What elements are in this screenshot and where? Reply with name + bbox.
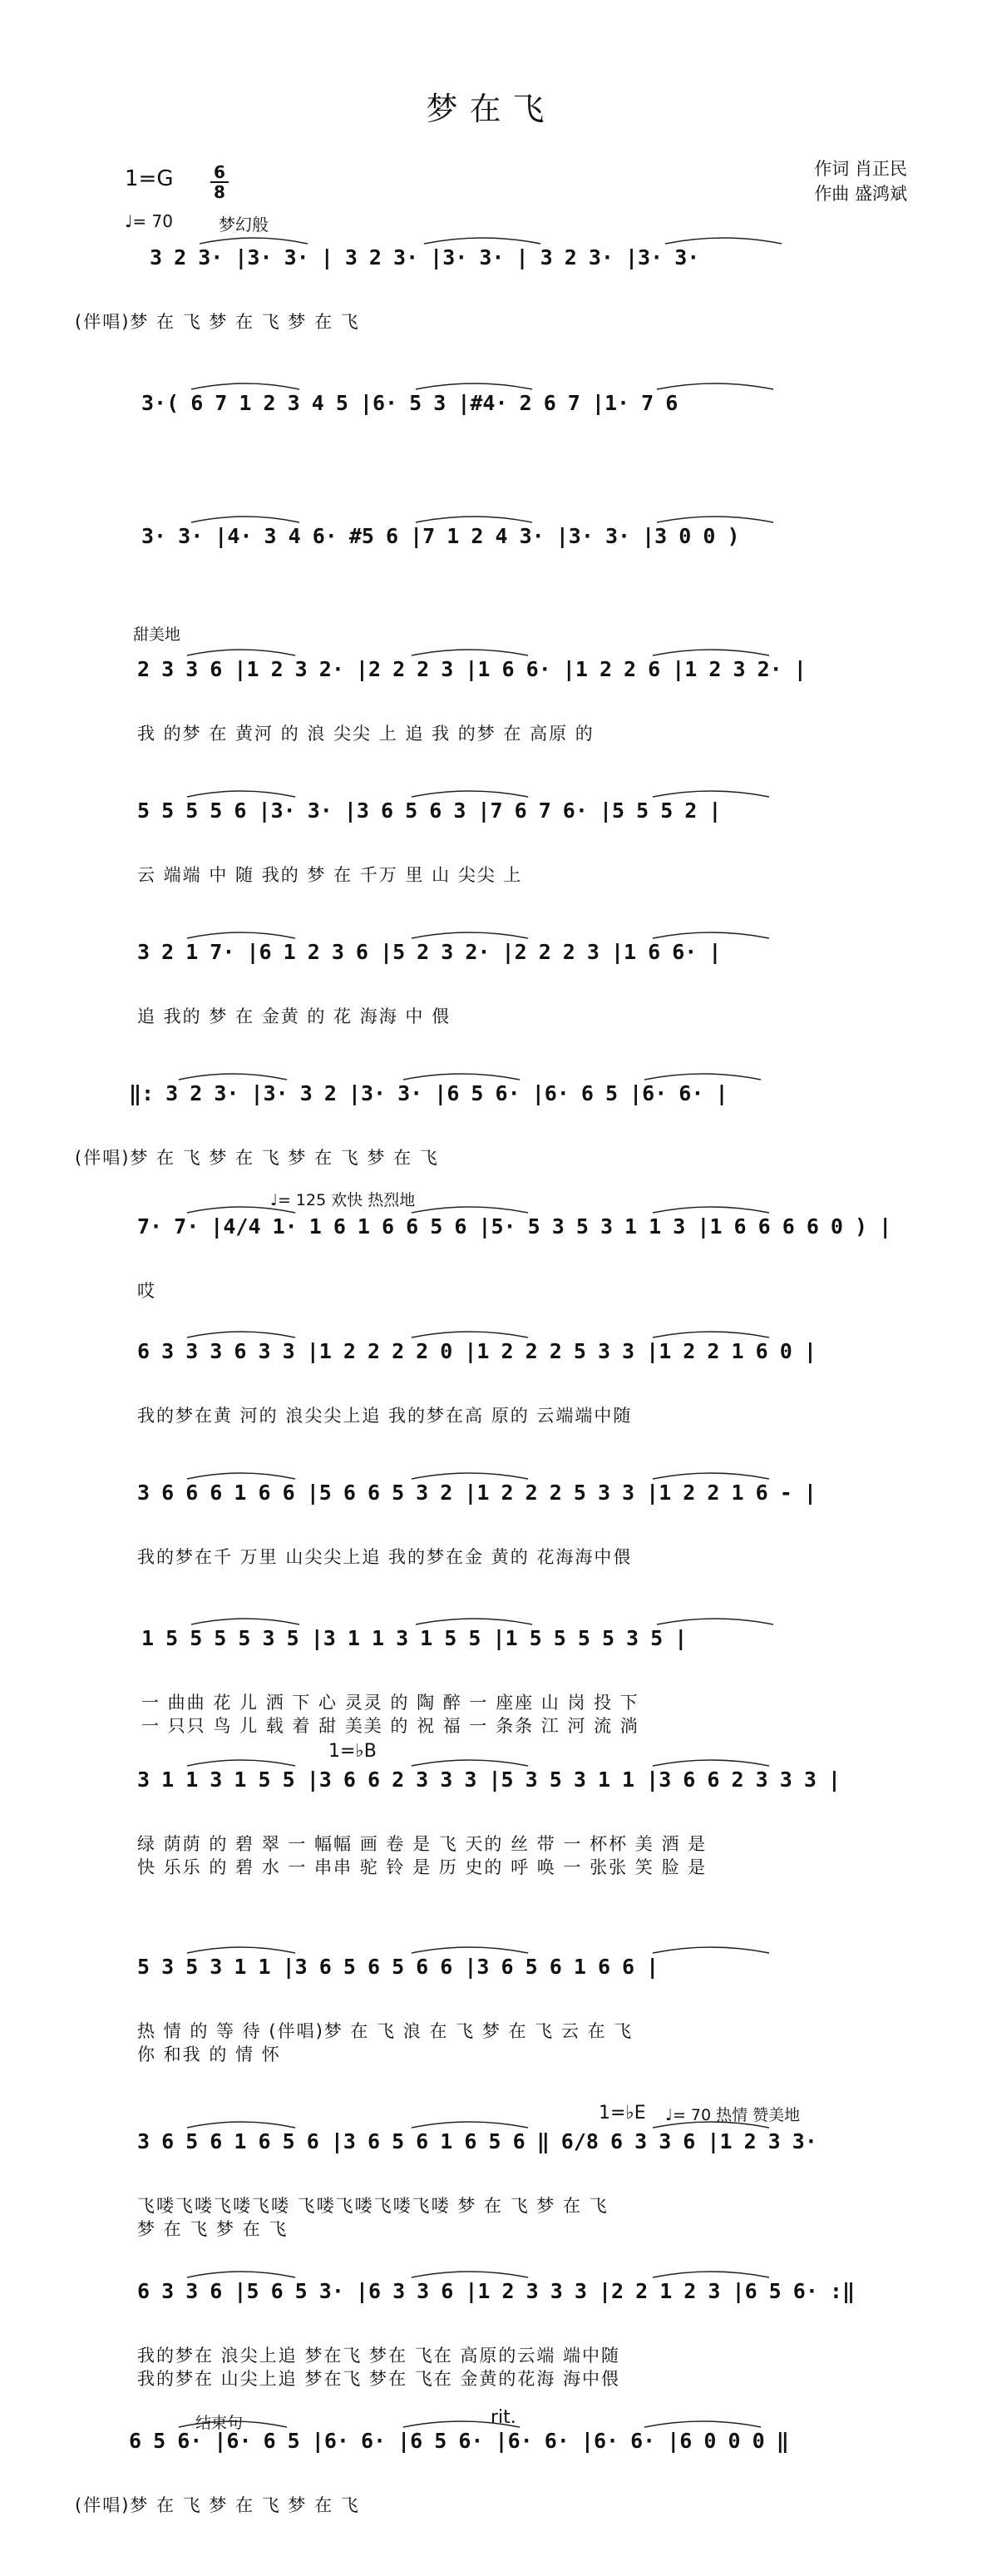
- tempo-change: ♩= 125 欢快 热烈地: [270, 1191, 416, 1209]
- song-title: 梦在飞: [426, 91, 556, 127]
- notation-line: 5 5 5 5 6 |3· 3· |3 6 5 6 3 |7 6 7 6· |5 5 5 2 |: [137, 799, 722, 823]
- slur-arc: [412, 1332, 528, 1337]
- slur-arc: [412, 1207, 528, 1213]
- notation-line: 6 3 3 6 |5 6 5 3· |6 3 3 6 |1 2 3 3 3 |2 2 1 2 3 |6 5 6· :‖: [137, 2279, 856, 2303]
- slur-arc: [653, 1473, 769, 1479]
- notation-line: ‖: 3 2 3· |3· 3 2 |3· 3· |6 5 6· |6· 6 5 |6· 6· |: [129, 1081, 728, 1105]
- tempo-change: ♩= 70 热情 赞美地: [665, 2106, 801, 2124]
- slur-arc: [187, 1332, 295, 1337]
- lyrics-line: 你 和我 的 情 怀: [137, 2044, 281, 2064]
- lyrics-line: (伴唱)梦 在 飞 梦 在 飞 梦 在 飞 梦 在 飞: [75, 1148, 439, 1168]
- key-signature: 1=G: [125, 166, 174, 191]
- lyrics-line: 追 我的 梦 在 金黄 的 花 海海 中 偎: [137, 1006, 452, 1026]
- slur-arc: [412, 1947, 528, 1953]
- slur-arc: [200, 238, 308, 244]
- notation-line: 3 2 1 7· |6 1 2 3 6 |5 2 3 2· |2 2 2 3 |1 6 6· |: [137, 940, 722, 964]
- notation-line: 3· 3· |4· 3 4 6· #5 6 |7 1 2 4 3· |3· 3· |3 0 0 ): [141, 524, 740, 548]
- tempo-marking: ♩= 70: [125, 211, 173, 231]
- slur-arc: [653, 650, 769, 655]
- slur-arc: [403, 1074, 520, 1080]
- slur-arc: [653, 1760, 769, 1766]
- slur-arc: [191, 383, 299, 389]
- slur-arc: [653, 1947, 769, 1953]
- lyrics-line: 我 的梦 在 黄河 的 浪 尖尖 上 追 我 的梦 在 高原 的: [137, 724, 595, 744]
- notation-line: 2 3 3 6 |1 2 3 2· |2 2 2 3 |1 6 6· |1 2 2 6 |1 2 3 2· |: [137, 657, 807, 681]
- slur-arc: [644, 2421, 761, 2427]
- slur-arc: [424, 238, 540, 244]
- lyrics-line: 梦 在 飞 梦 在 飞: [137, 2219, 289, 2239]
- slur-arc: [187, 1473, 295, 1479]
- notation-line: 6 5 6· |6· 6 5 |6· 6· |6 5 6· |6· 6· |6· 6· |6 0 0 0 ‖: [129, 2429, 789, 2453]
- time-signature: [210, 163, 229, 201]
- slur-arc: [187, 2272, 295, 2277]
- slur-arc: [653, 791, 769, 797]
- expression-label: 结束句: [195, 2414, 244, 2432]
- lyrics-line: 哎: [137, 1281, 156, 1301]
- notation-line: 7· 7· |4/4 1· 1 6 1 6 6 5 6 |5· 5 3 5 3 1 1 3 |1 6 6 6 6 0 ) |: [137, 1214, 892, 1239]
- credits: [814, 156, 907, 206]
- time-signature-bottom: 8: [214, 182, 225, 202]
- lyrics-line: 我的梦在黄 河的 浪尖尖上追 我的梦在高 原的 云端端中随: [137, 1406, 633, 1426]
- ritardando-mark: rit.: [491, 2407, 516, 2428]
- notation-line: 3 1 1 3 1 5 5 |3 6 6 2 3 3 3 |5 3 5 3 1 1 |3 6 6 2 3 3 3 |: [137, 1768, 841, 1792]
- notation-line: 6 3 3 3 6 3 3 |1 2 2 2 2 0 |1 2 2 2 5 3 3 |1 2 2 1 6 0 |: [137, 1339, 817, 1363]
- notation-line: 3 6 5 6 1 6 5 6 |3 6 5 6 1 6 5 6 ‖ 6/8 6 3 3 6 |1 2 3 3·: [137, 2129, 817, 2153]
- slur-arc: [187, 791, 295, 797]
- slur-arc: [416, 517, 532, 522]
- slur-arc: [412, 2272, 528, 2277]
- slur-arc: [187, 1760, 295, 1766]
- lyrics-line: 我的梦在千 万里 山尖尖上追 我的梦在金 黄的 花海海中偎: [137, 1547, 633, 1567]
- slur-arc: [412, 1760, 528, 1766]
- slur-arc: [187, 2122, 295, 2128]
- slur-arc: [187, 1947, 295, 1953]
- lyrics-line: 我的梦在 山尖上追 梦在飞 梦在 飞在 金黄的花海 海中偎: [137, 2369, 621, 2389]
- lyrics-line: 绿 荫荫 的 碧 翠 一 幅幅 画 卷 是 飞 天的 丝 带 一 杯杯 美 酒 是: [137, 1834, 708, 1854]
- slur-arc: [657, 517, 773, 522]
- slur-arc: [416, 1619, 532, 1624]
- lyrics-line: 快 乐乐 的 碧 水 一 串串 驼 铃 是 历 史的 呼 唤 一 张张 笑 脸 是: [137, 1857, 708, 1877]
- slur-arc: [644, 1074, 761, 1080]
- slur-arc: [412, 932, 528, 938]
- slur-arc: [191, 1619, 299, 1624]
- slur-arc: [187, 650, 295, 655]
- composer: 作曲 盛鸿斌: [814, 184, 907, 204]
- slur-arc: [653, 932, 769, 938]
- notation-line: 5 3 5 3 1 1 |3 6 5 6 5 6 6 |3 6 5 6 1 6 6 |: [137, 1955, 659, 1979]
- slur-arc: [191, 517, 299, 522]
- notation-line: 3 2 3· |3· 3· | 3 2 3· |3· 3· | 3 2 3· |3· 3·: [150, 245, 700, 269]
- notation-line: 1 5 5 5 5 3 5 |3 1 1 3 1 5 5 |1 5 5 5 5 3 5 |: [141, 1626, 688, 1650]
- lyrics-line: (伴唱)梦 在 飞 梦 在 飞 梦 在 飞: [75, 2495, 360, 2515]
- mood-marking: 梦幻般: [219, 215, 269, 235]
- lyrics-line: 我的梦在 浪尖上追 梦在飞 梦在 飞在 高原的云端 端中随: [137, 2346, 621, 2366]
- slur-arc: [412, 791, 528, 797]
- slur-arc: [179, 1074, 287, 1080]
- slur-arc: [657, 1619, 773, 1624]
- lyrics-line: 飞喽飞喽飞喽飞喽 飞喽飞喽飞喽飞喽 梦 在 飞 梦 在 飞: [137, 2196, 609, 2216]
- expression-label: 甜美地: [133, 625, 181, 644]
- lyrics-line: 一 曲曲 花 儿 洒 下 心 灵灵 的 陶 醉 一 座座 山 岗 投 下: [141, 1693, 639, 1713]
- lyrics-line: 云 端端 中 随 我的 梦 在 千万 里 山 尖尖 上: [137, 865, 523, 885]
- lyrics-line: (伴唱)梦 在 飞 梦 在 飞 梦 在 飞: [75, 312, 360, 332]
- lyrics-line: 一 只只 鸟 儿 载 着 甜 美美 的 祝 福 一 条条 江 河 流 淌: [141, 1716, 639, 1736]
- key-change: 1=♭B: [328, 1741, 377, 1762]
- slur-arc: [412, 650, 528, 655]
- slur-arc: [412, 1473, 528, 1479]
- slur-arc: [665, 238, 782, 244]
- slur-arc: [653, 1332, 769, 1337]
- slur-arc: [412, 2122, 528, 2128]
- slur-arc: [187, 932, 295, 938]
- notation-line: 3·( 6 7 1 2 3 4 5 |6· 5 3 |#4· 2 6 7 |1· 7 6: [141, 391, 679, 415]
- lyrics-line: 热 情 的 等 待 (伴唱)梦 在 飞 浪 在 飞 梦 在 飞 云 在 飞: [137, 2021, 634, 2041]
- time-signature-top: 6: [214, 162, 225, 182]
- slur-arc: [657, 383, 773, 389]
- notation-line: 3 6 6 6 1 6 6 |5 6 6 5 3 2 |1 2 2 2 5 3 3 |1 2 2 1 6 - |: [137, 1481, 817, 1505]
- slur-arc: [416, 383, 532, 389]
- lyricist: 作词 肖正民: [814, 159, 907, 179]
- slur-arc: [653, 2272, 769, 2277]
- slur-arc: [653, 1207, 769, 1213]
- key-change: 1=♭E: [599, 2103, 646, 2124]
